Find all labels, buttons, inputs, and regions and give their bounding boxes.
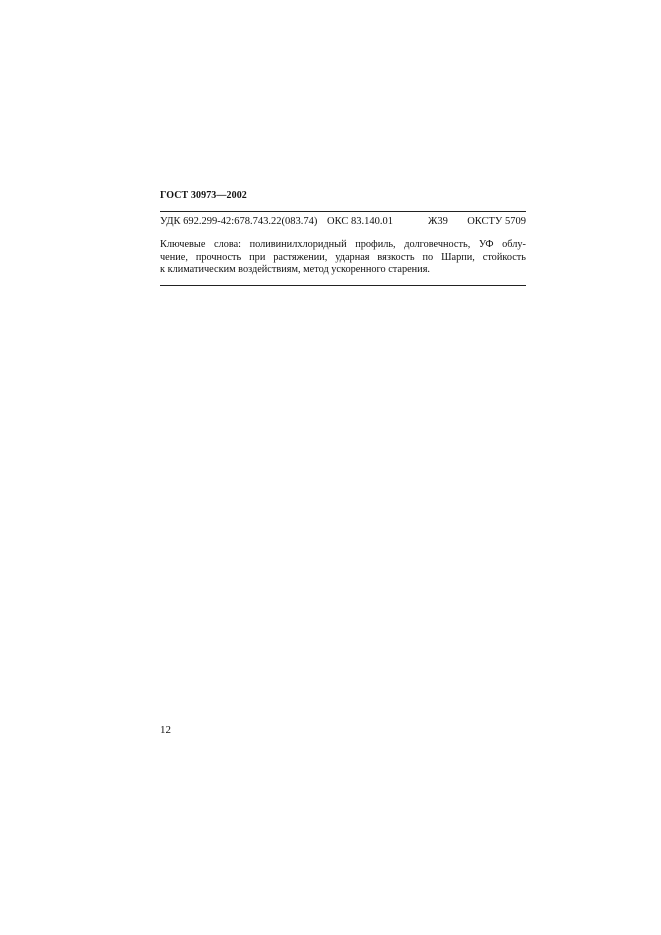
top-divider	[160, 211, 526, 212]
bottom-divider	[160, 285, 526, 286]
keywords-block	[160, 239, 526, 277]
document-standard-code: ГОСТ 30973—2002	[160, 190, 247, 201]
udc-code: УДК 692.299-42:678.743.22(083.74)	[160, 216, 318, 227]
oks-code: ОКС 83.140.01	[327, 216, 393, 227]
page-number: 12	[160, 724, 171, 736]
okstu-code: ОКСТУ 5709	[467, 216, 526, 227]
keywords-line-2: чение, прочность при растяжении, ударная вязкость по Шарпи, стойкость	[160, 251, 526, 263]
keywords-line-1: Ключевые слова: поливинилхлоридный профиль, долговечность, УФ облу-	[160, 239, 526, 250]
keywords-line-3: к климатическим воздействиям, метод ускоренного старения.	[160, 264, 431, 275]
group-code: Ж39	[428, 216, 448, 227]
